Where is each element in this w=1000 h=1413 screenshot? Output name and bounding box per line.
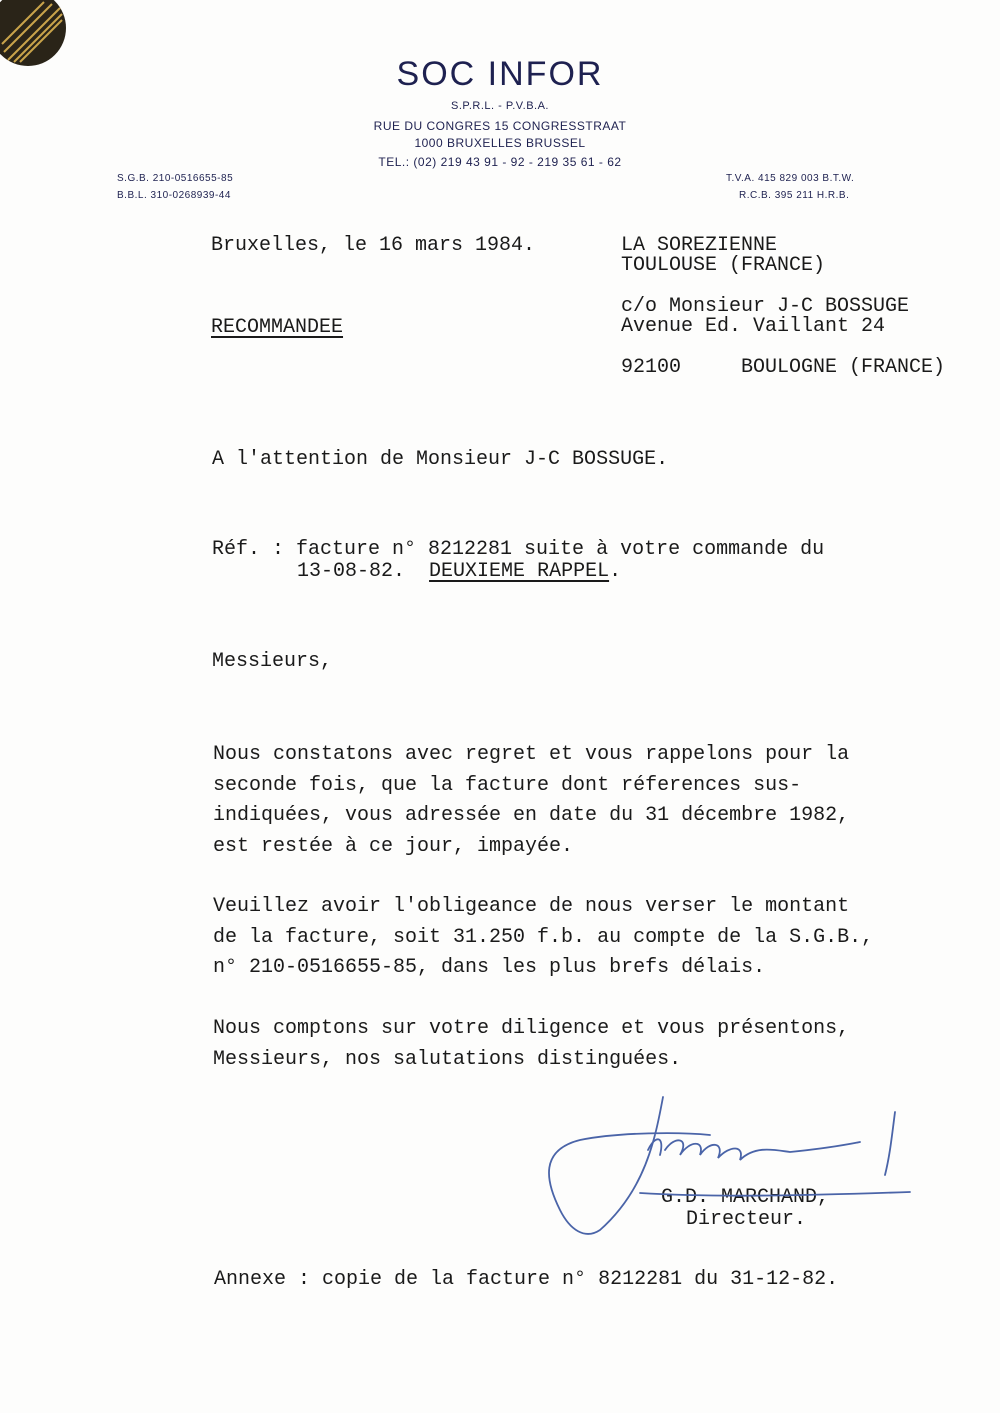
paragraph-2: Veuillez avoir l'obligeance de nous verser le montant de la facture, soit 31.250 f.b. au compte de la S.G.B., n° 210-0516655-85, dans les plus brefs délais. (213, 895, 874, 979)
tva-number: T.V.A. 415 829 003 B.T.W. (726, 173, 855, 184)
bank-sgb: S.G.B. 210-0516655-85 (117, 173, 234, 184)
period: . (609, 560, 622, 583)
paragraph-3: Nous comptons sur votre diligence et vous présentons, Messieurs, nos salutations distinguées. (213, 1017, 850, 1071)
salutation: Messieurs, (212, 650, 333, 673)
phone: TEL.: (02) 219 43 91 - 92 - 219 35 61 - 62 (378, 155, 622, 169)
recipient-line3: c/o Monsieur J-C BOSSUGE (621, 295, 910, 318)
date-line: Bruxelles, le 16 mars 1984. (211, 234, 536, 257)
recipient-line1: LA SOREZIENNE (621, 234, 778, 257)
handwritten-signature (540, 1080, 940, 1240)
order-date: 13-08-82. (297, 560, 406, 583)
recipient-postcode: 92100 (621, 356, 682, 379)
company-name: SOC INFOR (396, 55, 604, 93)
city-address: 1000 BRUXELLES BRUSSEL (414, 136, 586, 150)
recipient-city: BOULOGNE (FRANCE) (741, 356, 946, 379)
attention-line: A l'attention de Monsieur J-C BOSSUGE. (212, 448, 669, 471)
registered-mail: RECOMMANDEE (211, 316, 344, 339)
bank-bbl: B.B.L. 310-0268939-44 (117, 190, 231, 201)
signatory-name: G.D. MARCHAND, (661, 1186, 830, 1209)
reference-line1: Réf. : facture n° 8212281 suite à votre commande du (212, 538, 825, 561)
paragraph-1: Nous constatons avec regret et vous rappelons pour la seconde fois, que la facture dont réferences sus- indiquées, vous adressée en date du 31 décembre 1982, est restée à ce jour, impayée. (213, 743, 850, 858)
recipient-line2: TOULOUSE (FRANCE) (621, 254, 826, 277)
street-address: RUE DU CONGRES 15 CONGRESSTRAAT (373, 119, 627, 133)
signatory-title: Directeur. (686, 1208, 807, 1231)
reference-line2 (297, 560, 621, 583)
recipient-line4: Avenue Ed. Vaillant 24 (621, 315, 886, 338)
rcb-number: R.C.B. 395 211 H.R.B. (739, 190, 850, 201)
reminder-label: DEUXIEME RAPPEL (429, 560, 610, 583)
annex-line: Annexe : copie de la facture n° 8212281 du 31-12-82. (214, 1268, 839, 1291)
legal-form: S.P.R.L. - P.V.B.A. (451, 100, 549, 112)
